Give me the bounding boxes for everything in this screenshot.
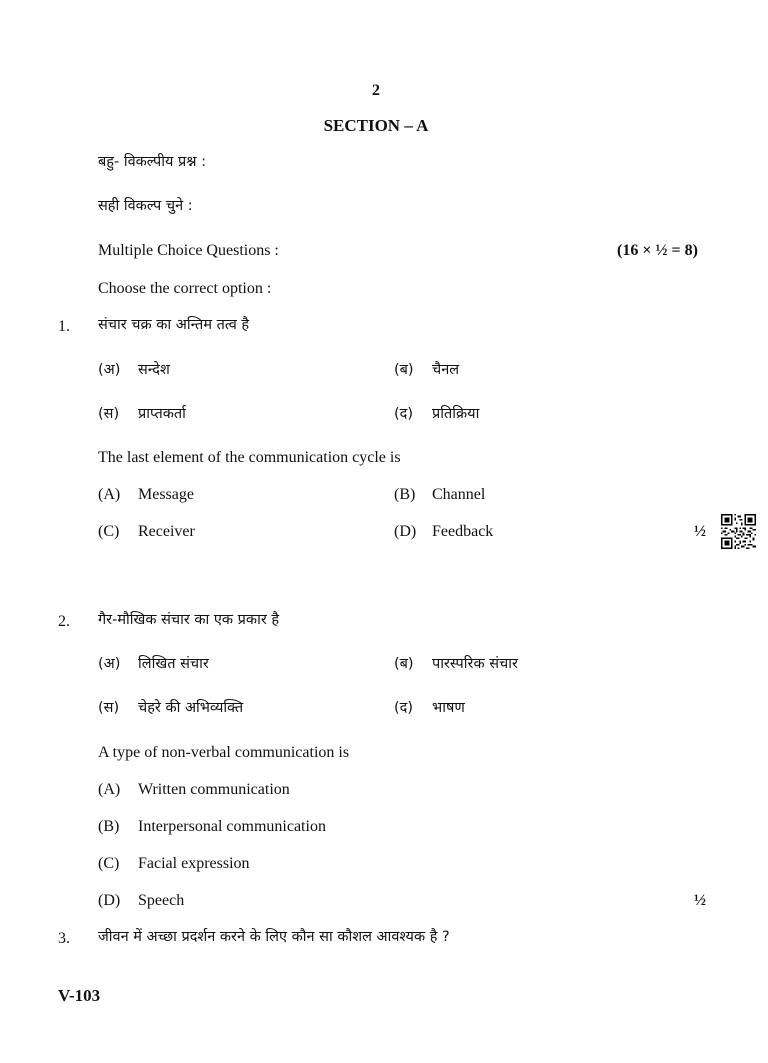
question-number: 3. xyxy=(58,930,70,947)
option-label: (C) xyxy=(98,855,120,872)
option-label: (अ) xyxy=(98,362,121,378)
question-number: 2. xyxy=(58,613,70,630)
option-text: चैनल xyxy=(432,362,460,378)
option-text: Channel xyxy=(432,486,486,503)
question-number: 1. xyxy=(58,318,70,335)
option-label: (A) xyxy=(98,781,121,798)
question-text-en: The last element of the communication cycle is xyxy=(98,449,401,466)
option-text: लिखित संचार xyxy=(138,656,209,672)
instruction-hi-choose: सही विकल्प चुने : xyxy=(98,198,193,214)
option-text: भाषण xyxy=(432,700,465,716)
question-marks: ½ xyxy=(694,892,706,909)
option-text: Receiver xyxy=(138,523,195,540)
option-label: (A) xyxy=(98,486,121,503)
option-label: (D) xyxy=(98,892,121,909)
option-label: (D) xyxy=(394,523,417,540)
question-text-en: A type of non-verbal communication is xyxy=(98,744,350,761)
instruction-hi-mcq: बहु- विकल्पीय प्रश्न : xyxy=(98,154,207,170)
option-label: (C) xyxy=(98,523,120,540)
marks-total: (16 × ½ = 8) xyxy=(617,242,698,259)
option-label: (स) xyxy=(98,700,120,716)
qr-code-icon xyxy=(721,514,756,549)
option-text: Interpersonal communication xyxy=(138,818,326,835)
page-number: 2 xyxy=(372,82,380,99)
option-text: Message xyxy=(138,486,194,503)
option-label: (द) xyxy=(394,700,414,716)
option-text: Feedback xyxy=(432,523,494,540)
option-text: Facial expression xyxy=(138,855,250,872)
option-label: (ब) xyxy=(394,362,414,378)
option-text: प्रतिक्रिया xyxy=(432,406,480,422)
option-text: चेहरे की अभिव्यक्ति xyxy=(138,700,244,716)
option-text: सन्देश xyxy=(138,362,170,378)
option-text: प्राप्तकर्ता xyxy=(138,406,186,422)
instruction-en-choose: Choose the correct option : xyxy=(98,280,272,297)
option-text: Written communication xyxy=(138,781,290,798)
option-label: (ब) xyxy=(394,656,414,672)
option-text: पारस्परिक संचार xyxy=(432,656,518,672)
option-text: Speech xyxy=(138,892,185,909)
option-label: (B) xyxy=(394,486,416,503)
paper-code: V-103 xyxy=(58,986,101,1005)
option-label: (B) xyxy=(98,818,120,835)
section-title: SECTION – A xyxy=(323,116,429,135)
instruction-en-mcq: Multiple Choice Questions : xyxy=(98,242,279,259)
option-label: (अ) xyxy=(98,656,121,672)
question-text-hi: जीवन में अच्छा प्रदर्शन करने के लिए कौन सा कौशल आवश्यक है ? xyxy=(98,929,450,945)
option-label: (स) xyxy=(98,406,120,422)
question-text-hi: गैर-मौखिक संचार का एक प्रकार है xyxy=(98,612,280,628)
question-marks: ½ xyxy=(694,523,706,540)
option-label: (द) xyxy=(394,406,414,422)
question-text-hi: संचार चक्र का अन्तिम तत्व है xyxy=(98,317,250,333)
